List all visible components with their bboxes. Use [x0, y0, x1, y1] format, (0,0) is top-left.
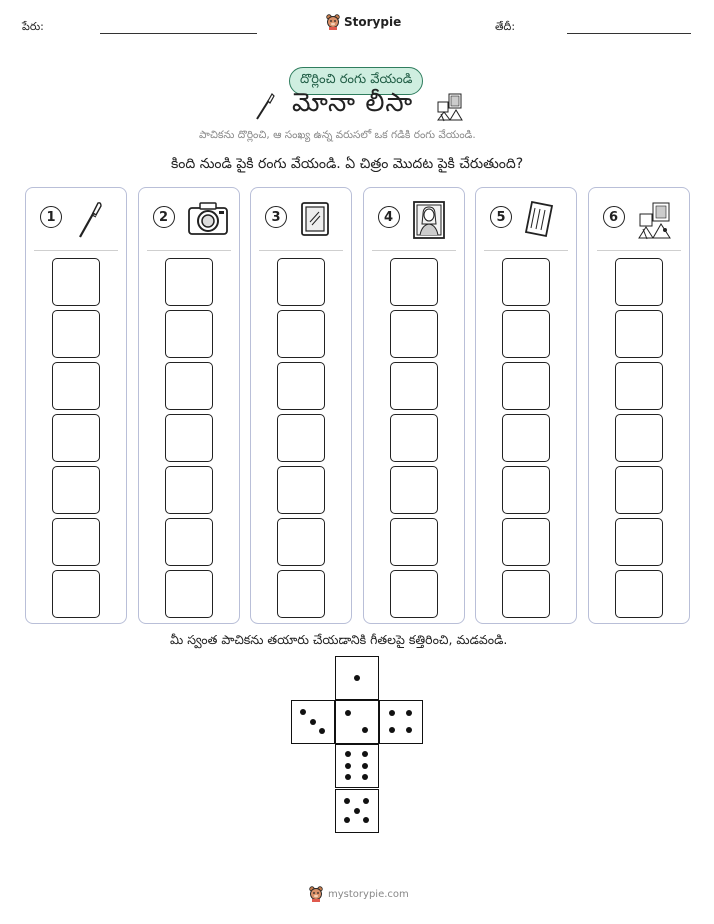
date-label: తేదీ:: [495, 20, 516, 33]
column-number: 3: [265, 206, 287, 228]
color-cell[interactable]: [52, 310, 100, 358]
column-header: [147, 188, 231, 251]
column-number: 1: [40, 206, 62, 228]
color-cell[interactable]: [502, 466, 550, 514]
paintbrush-icon: [74, 200, 104, 244]
color-cell[interactable]: [52, 570, 100, 618]
instructions-subtitle: పాచికను దొర్లించి, ఆ సంఖ్య ఉన్న వరుసలో ఒక గడికి రంగు వేయండి.: [199, 129, 476, 141]
dice-face-4: [379, 700, 423, 744]
dice-pip: [310, 719, 316, 725]
color-cell[interactable]: [52, 466, 100, 514]
color-cell[interactable]: [390, 414, 438, 462]
bear-mascot-icon: [326, 14, 340, 30]
dice-pip: [300, 709, 306, 715]
bear-mascot-icon: [309, 886, 323, 902]
art-studio-icon: [436, 90, 464, 122]
color-cell[interactable]: [615, 362, 663, 410]
color-cell[interactable]: [165, 570, 213, 618]
color-cell[interactable]: [502, 518, 550, 566]
column-5: [475, 187, 577, 624]
color-cell[interactable]: [390, 362, 438, 410]
mona-lisa-icon: [412, 200, 446, 244]
color-cell[interactable]: [615, 258, 663, 306]
color-cell[interactable]: [502, 310, 550, 358]
column-number: 2: [153, 206, 175, 228]
color-cell[interactable]: [52, 258, 100, 306]
color-cell[interactable]: [390, 570, 438, 618]
color-cell[interactable]: [277, 362, 325, 410]
page-title: మోనా లీసా: [292, 88, 414, 118]
art-studio-icon: [637, 200, 673, 244]
color-cell[interactable]: [277, 258, 325, 306]
column-header: [597, 188, 681, 251]
question-text: కింది నుండి పైకి రంగు వేయండి. ఏ చిత్రం మొదట పైకి చేరుతుంది?: [171, 156, 524, 172]
dice-face-5: [335, 789, 379, 833]
activity-badge: దొర్లించి రంగు వేయండి: [289, 67, 423, 95]
color-cell[interactable]: [52, 362, 100, 410]
color-cell[interactable]: [502, 570, 550, 618]
color-cell[interactable]: [615, 570, 663, 618]
brand-logo: [326, 14, 401, 30]
dice-pip: [319, 728, 325, 734]
column-3: [250, 187, 352, 624]
dice-pip: [345, 710, 351, 716]
column-header: [34, 188, 118, 251]
dice-pip: [362, 774, 368, 780]
dice-pip: [344, 817, 350, 823]
color-cell[interactable]: [615, 466, 663, 514]
color-cell[interactable]: [277, 466, 325, 514]
column-2: [138, 187, 240, 624]
color-cell[interactable]: [165, 414, 213, 462]
picture-frame-icon: [299, 200, 331, 242]
dice-face-1: [335, 656, 379, 700]
column-number: 6: [603, 206, 625, 228]
wooden-plank-icon: [524, 200, 554, 242]
dice-pip: [362, 727, 368, 733]
dice-face-6: [335, 744, 379, 788]
color-cell[interactable]: [615, 518, 663, 566]
color-cell[interactable]: [165, 258, 213, 306]
column-number: 5: [490, 206, 512, 228]
color-cell[interactable]: [277, 310, 325, 358]
column-4: [363, 187, 465, 624]
color-cell[interactable]: [277, 518, 325, 566]
dice-pip: [363, 798, 369, 804]
dice-pip: [345, 774, 351, 780]
color-cell[interactable]: [502, 414, 550, 462]
color-cell[interactable]: [615, 310, 663, 358]
dice-pip: [406, 710, 412, 716]
date-line[interactable]: [567, 33, 691, 34]
color-cell[interactable]: [277, 414, 325, 462]
color-cell[interactable]: [502, 362, 550, 410]
camera-icon: [187, 200, 229, 240]
color-cell[interactable]: [165, 466, 213, 514]
dice-pip: [406, 727, 412, 733]
name-label: పేరు:: [22, 20, 44, 33]
color-cell[interactable]: [390, 258, 438, 306]
color-cell[interactable]: [390, 518, 438, 566]
cut-instruction: మీ స్వంత పాచికను తయారు చేయడానికి గీతలపై కత్తిరించి, మడవండి.: [170, 632, 508, 647]
dice-face-3: [291, 700, 335, 744]
dice-pip: [362, 751, 368, 757]
color-cell[interactable]: [615, 414, 663, 462]
color-cell[interactable]: [165, 362, 213, 410]
dice-pip: [345, 751, 351, 757]
column-number: 4: [378, 206, 400, 228]
column-header: [259, 188, 343, 251]
footer-url[interactable]: mystorypie.com: [328, 888, 409, 900]
footer: [309, 886, 409, 902]
dice-pip: [389, 710, 395, 716]
dice-pip: [354, 675, 360, 681]
dice-pip: [389, 727, 395, 733]
brand-name: Storypie: [344, 15, 402, 29]
color-cell[interactable]: [52, 518, 100, 566]
color-cell[interactable]: [165, 310, 213, 358]
dice-pip: [354, 808, 360, 814]
name-line[interactable]: [100, 33, 257, 34]
color-cell[interactable]: [277, 570, 325, 618]
color-cell[interactable]: [52, 414, 100, 462]
dice-pip: [345, 763, 351, 769]
column-header: [484, 188, 568, 251]
color-cell[interactable]: [390, 310, 438, 358]
color-cell[interactable]: [165, 518, 213, 566]
dice-face-2: [335, 700, 379, 744]
column-6: [588, 187, 690, 624]
color-cell[interactable]: [390, 466, 438, 514]
dice-pip: [344, 798, 350, 804]
paintbrush-icon: [253, 92, 275, 122]
column-1: [25, 187, 127, 624]
dice-pip: [362, 763, 368, 769]
color-cell[interactable]: [502, 258, 550, 306]
column-header: [372, 188, 456, 251]
dice-pip: [363, 817, 369, 823]
